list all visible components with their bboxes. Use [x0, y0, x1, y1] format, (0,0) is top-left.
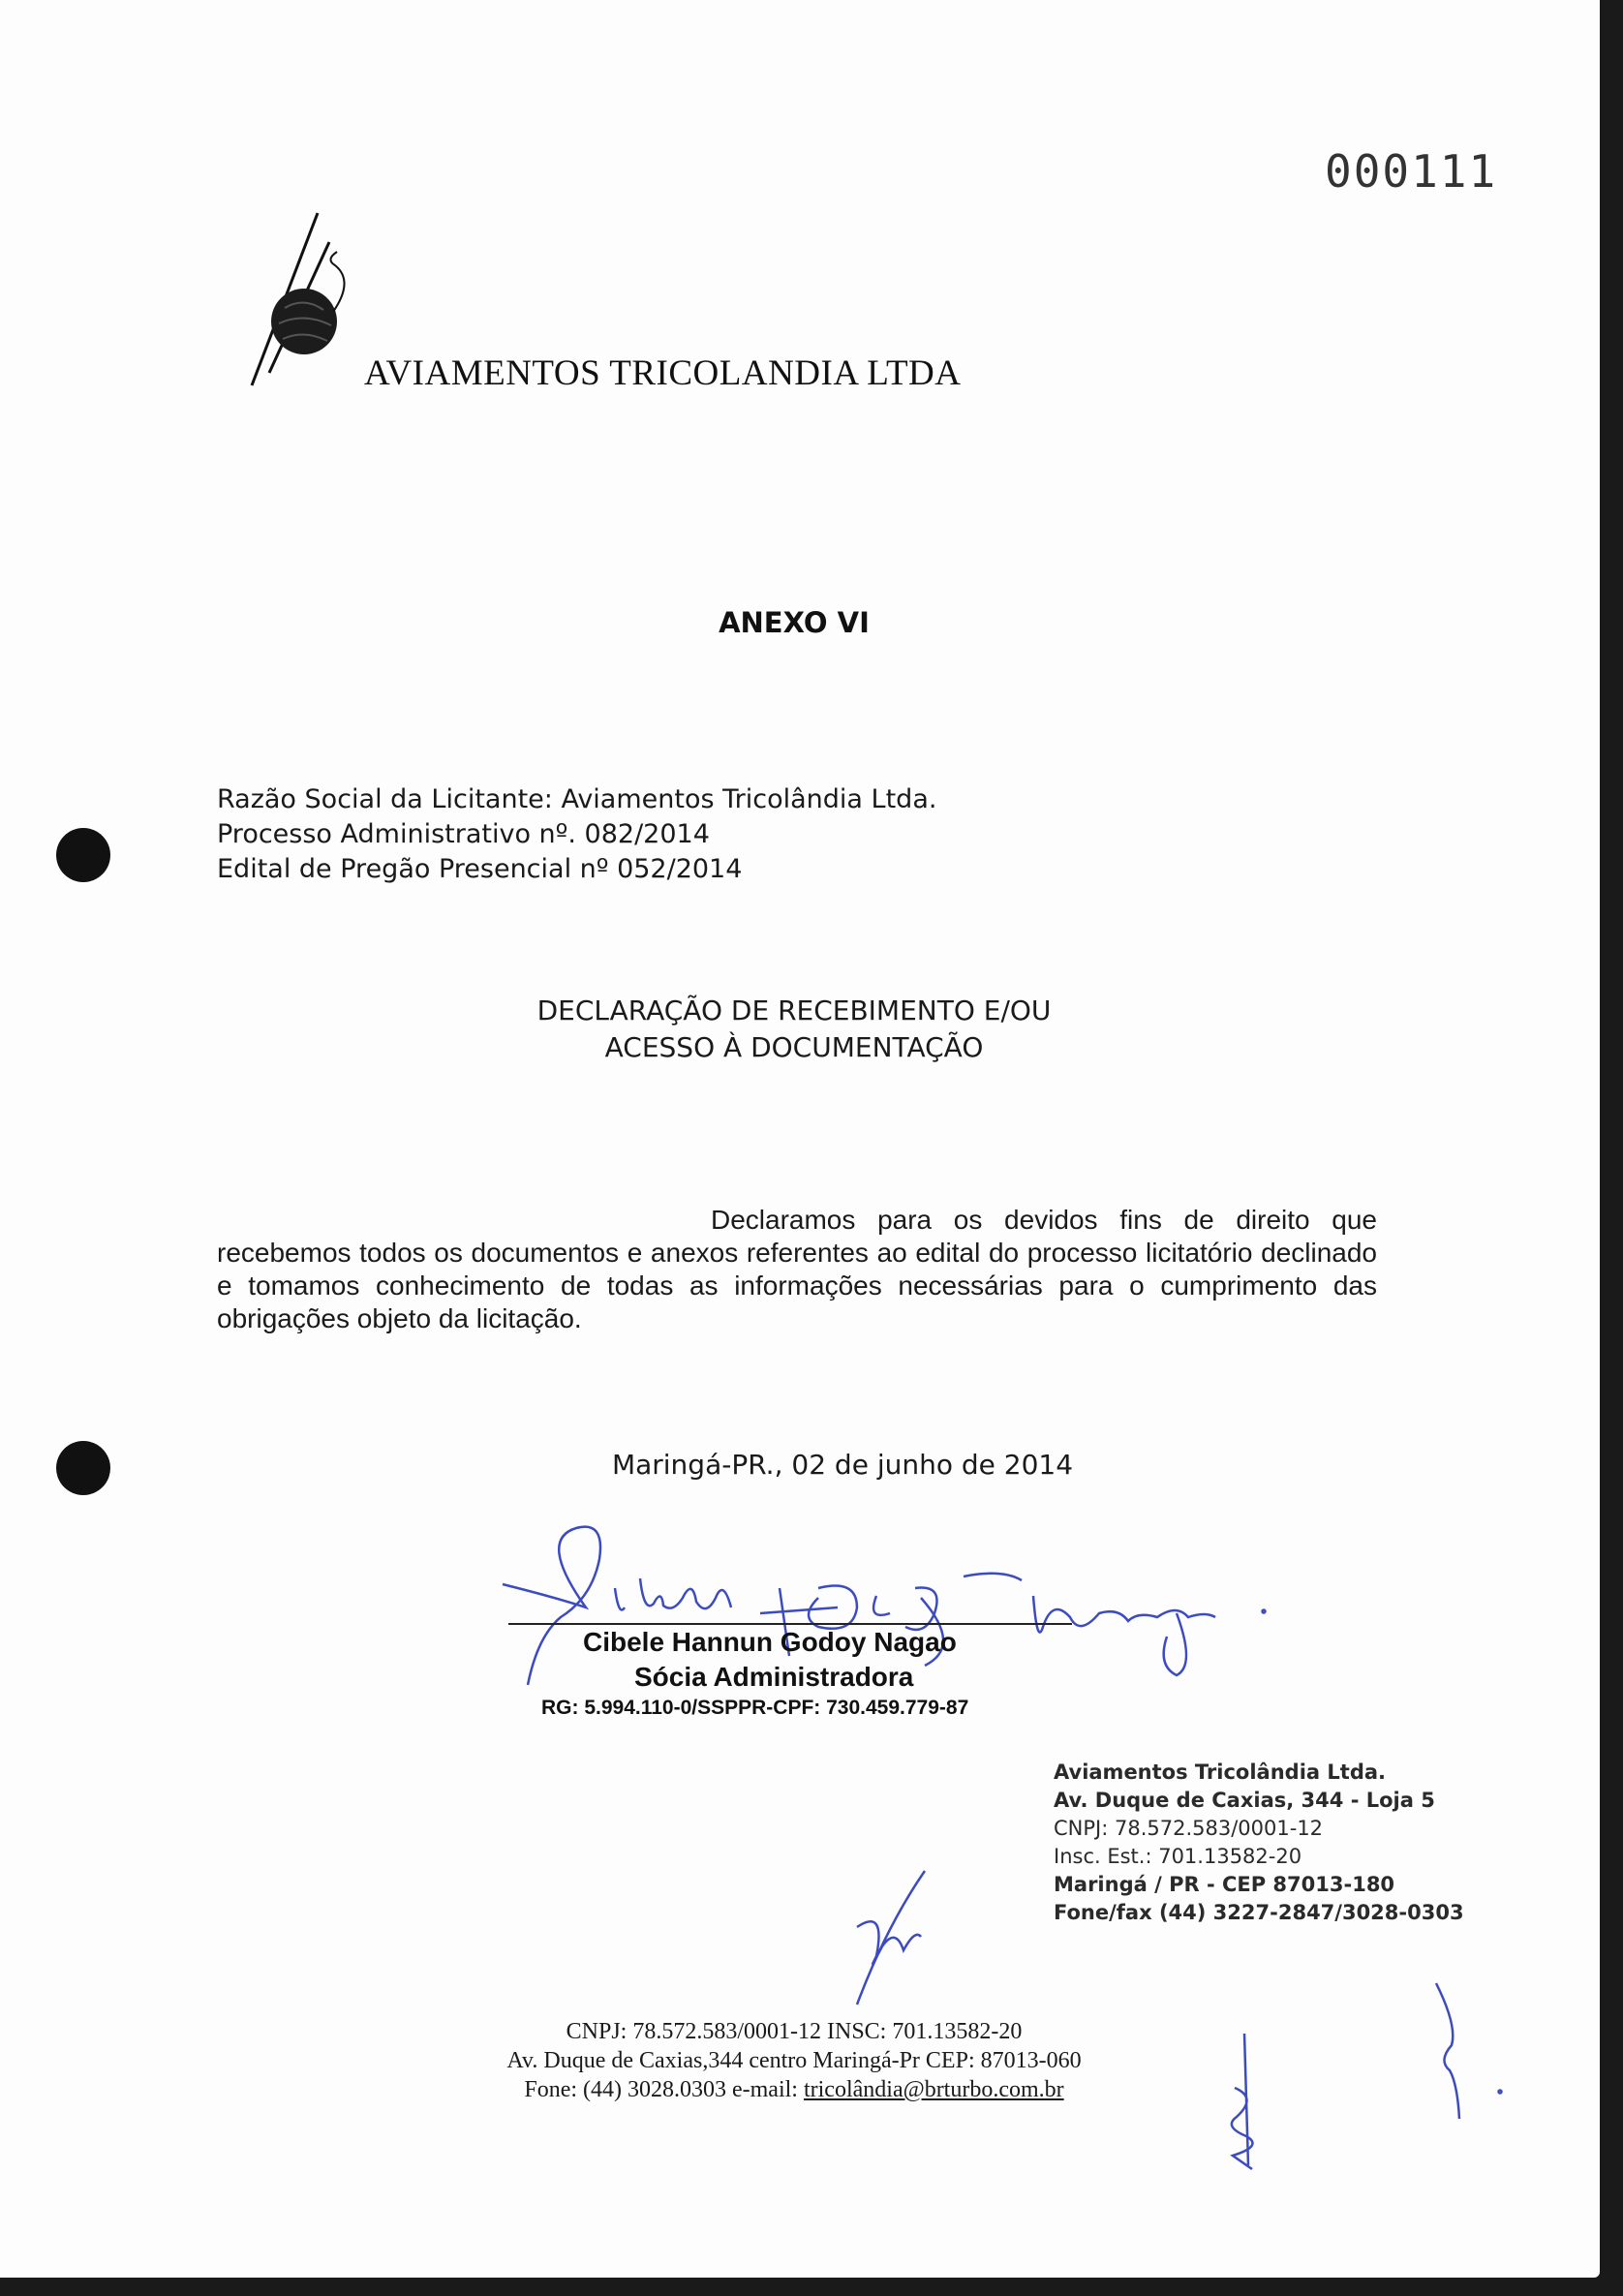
yarn-ball-logo-icon	[240, 203, 366, 397]
razao-social: Razão Social da Licitante: Aviamentos Tricolândia Ltda.	[217, 784, 937, 814]
footer-line2: Av. Duque de Caxias,344 centro Maringá-Pr CEP: 87013-060	[506, 2048, 1082, 2073]
stamp-city: Maringá / PR - CEP 87013-180	[1054, 1873, 1395, 1896]
edital-pregao: Edital de Pregão Presencial nº 052/2014	[217, 854, 743, 884]
signer-name: Cibele Hannun Godoy Nagao	[583, 1627, 957, 1657]
stamp-address: Av. Duque de Caxias, 344 - Loja 5	[1054, 1789, 1435, 1812]
footer-line1: CNPJ: 78.572.583/0001-12 INSC: 701.13582-20	[566, 2019, 1023, 2044]
stamp-insc: Insc. Est.: 701.13582-20	[1054, 1845, 1302, 1868]
footer-line3	[0, 2075, 1588, 2104]
company-stamp	[1054, 1759, 1464, 1927]
signer-role: Sócia Administradora	[634, 1662, 914, 1692]
annex-title: ANEXO VI	[719, 606, 870, 639]
initials-signature	[828, 1869, 944, 2014]
handwritten-signature	[499, 1520, 1273, 1685]
signer-id: RG: 5.994.110-0/SSPPR-CPF: 730.459.779-87	[541, 1697, 969, 1719]
stamp-cnpj: CNPJ: 78.572.583/0001-12	[1054, 1817, 1324, 1840]
declaration-title-line2: ACESSO À DOCUMENTAÇÃO	[604, 1031, 984, 1063]
footer-email-link[interactable]: tricolândia@brturbo.com.br	[803, 2077, 1064, 2102]
declaration-title-line1: DECLARAÇÃO DE RECEBIMENTO E/OU	[536, 995, 1052, 1026]
declaration-title	[0, 993, 1588, 1066]
footer-phone: Fone: (44) 3028.0303 e-mail:	[524, 2077, 804, 2102]
declaration-body	[217, 1204, 1377, 1335]
tender-info	[217, 782, 936, 887]
stamp-phone: Fone/fax (44) 3227-2847/3028-0303	[1054, 1901, 1464, 1924]
company-name: AVIAMENTOS TRICOLANDIA LTDA	[364, 353, 962, 393]
page-number: 000111	[1325, 145, 1498, 198]
punch-hole	[56, 828, 110, 882]
signature-line	[508, 1623, 1072, 1625]
declaration-body-text: Declaramos para os devidos fins de direito que recebemos todos os documentos e anexos referentes ao edital do processo licitatório declinado e tomamos conhecimento de todas as informações necessárias para o cumprimento das obrigações objeto da licitação.	[217, 1205, 1377, 1333]
footer	[0, 2017, 1588, 2104]
stamp-company: Aviamentos Tricolândia Ltda.	[1054, 1760, 1386, 1784]
place-date: Maringá-PR., 02 de junho de 2014	[611, 1449, 1074, 1481]
processo-administrativo: Processo Administrativo nº. 082/2014	[217, 819, 710, 849]
